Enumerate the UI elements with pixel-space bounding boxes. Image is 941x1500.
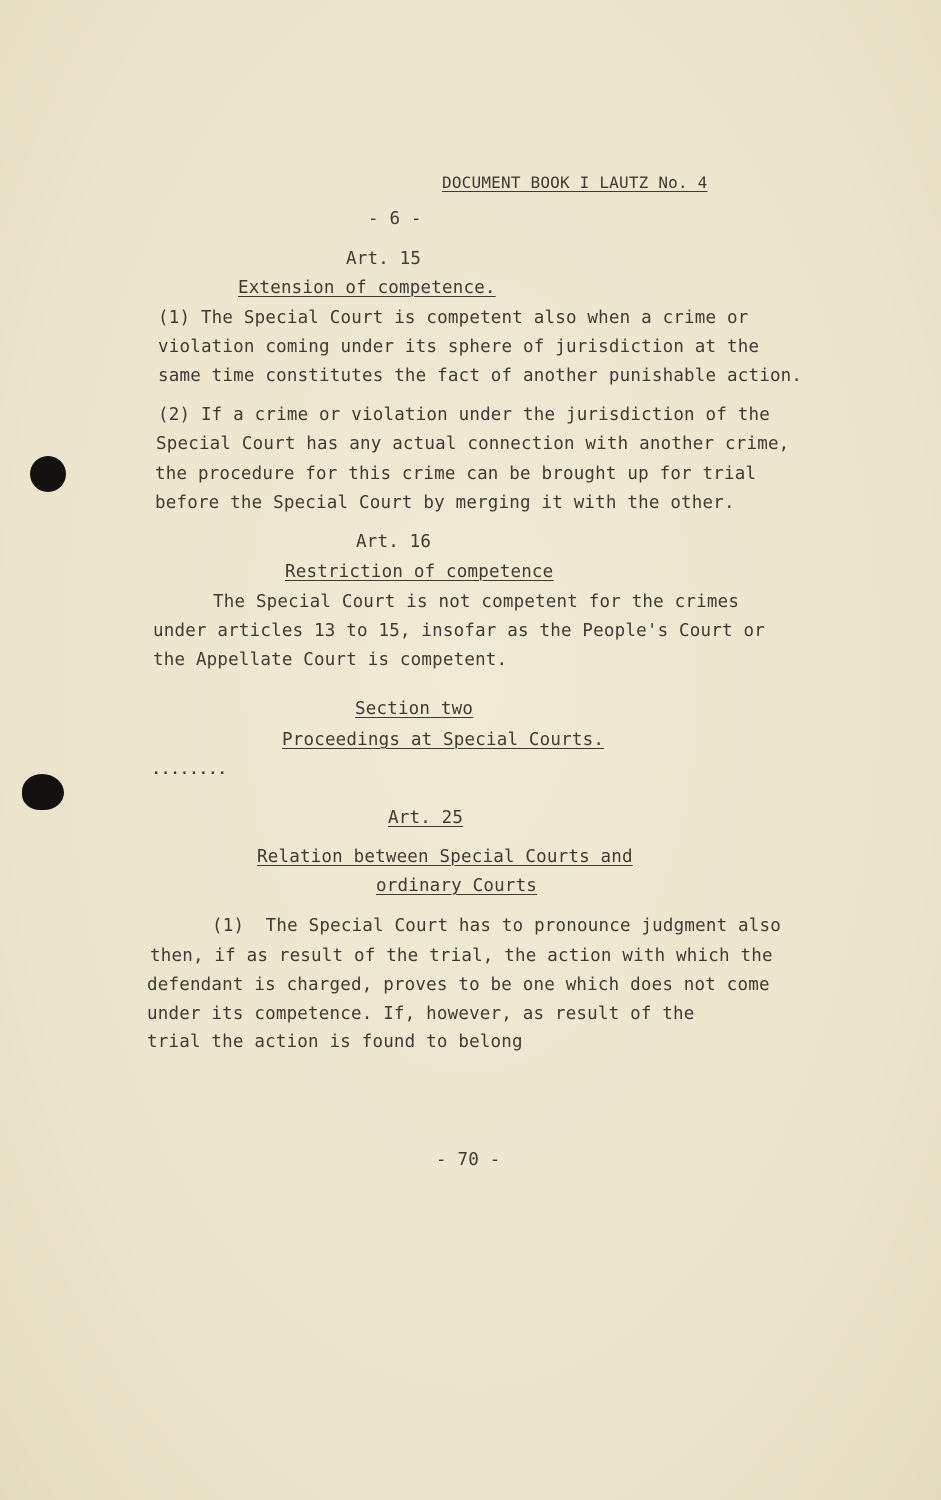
art15-para2-line1: (2) If a crime or violation under the jurisdiction of the (158, 405, 770, 425)
section-title: Proceedings at Special Courts. (282, 730, 605, 750)
art15-para2-line2: Special Court has any actual connection with another crime, (156, 434, 790, 454)
art16-para-line3: the Appellate Court is competent. (153, 650, 508, 670)
art25-para-line5: trial the action is found to belong (147, 1032, 523, 1052)
art16-title: Restriction of competence (285, 562, 554, 582)
art25-title-line1: Relation between Special Courts and (257, 847, 633, 867)
art25-title-line2: ordinary Courts (376, 876, 538, 896)
art15-para2-line4: before the Special Court by merging it with the other. (155, 493, 735, 513)
art15-para1-line3: same time constitutes the fact of another punishable action. (158, 366, 803, 386)
art25-para-line1: (1) The Special Court has to pronounce judgment also (212, 916, 782, 936)
punch-hole-bottom (22, 774, 64, 810)
art16-heading: Art. 16 (356, 532, 432, 552)
art25-heading: Art. 25 (388, 808, 464, 828)
art15-para1-line2: violation coming under its sphere of jurisdiction at the (158, 337, 760, 357)
art16-para-line2: under articles 13 to 15, insofar as the People's Court or (153, 621, 765, 641)
page-marker: - 6 - (368, 209, 422, 229)
art15-heading: Art. 15 (346, 249, 422, 269)
art16-para-line1: The Special Court is not competent for the crimes (213, 592, 740, 612)
omission-ellipsis: ........ (152, 762, 228, 778)
document-reference: DOCUMENT BOOK I LAUTZ No. 4 (442, 173, 708, 192)
art15-title: Extension of competence. (238, 278, 496, 298)
section-heading: Section two (355, 699, 474, 719)
art25-para-line4: under its competence. If, however, as result of the (147, 1004, 695, 1024)
art15-para1-line1: (1) The Special Court is competent also when a crime or (158, 308, 749, 328)
art25-para-line3: defendant is charged, proves to be one which does not come (147, 975, 770, 995)
art15-para2-line3: the procedure for this crime can be brought up for trial (155, 464, 757, 484)
art25-para-line2: then, if as result of the trial, the action with which the (150, 946, 773, 966)
punch-hole-top (30, 456, 66, 492)
page-number: - 70 - (436, 1150, 501, 1170)
